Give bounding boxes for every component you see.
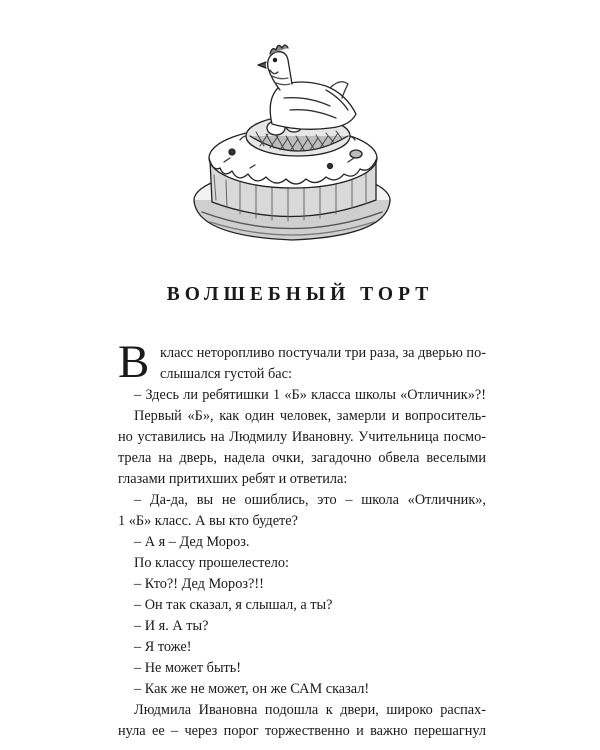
story-line: – Он так сказал, я слышал, а ты? <box>134 597 333 613</box>
story-line: класс неторопливо постучали три раза, за дверью по- <box>160 345 486 361</box>
story-line: Первый «Б», как один человек, замерли и вопроситель- <box>134 408 486 424</box>
story-line: – Здесь ли ребятишки 1 «Б» класса школы «Отличник»?! <box>134 387 486 403</box>
story-line: – Да-да, вы не ошиблись, это – школа «Отличник», <box>134 492 486 508</box>
story-line: трела на дверь, надела очки, загадочно обвела веселыми <box>118 450 486 466</box>
story-line: – Как же не может, он же САМ сказал! <box>134 681 370 697</box>
story-line: – А я – Дед Мороз. <box>134 534 250 550</box>
story-line: – Я тоже! <box>134 639 192 655</box>
story-line: слышался густой бас: <box>160 366 292 382</box>
story-line: Людмила Ивановна подошла к двери, широко распах- <box>134 702 486 718</box>
story-line: – Кто?! Дед Мороз?!! <box>134 576 264 592</box>
drop-cap: В <box>118 336 150 388</box>
chapter-title: ВОЛШЕБНЫЙ ТОРТ <box>166 284 434 305</box>
story-line: – Не может быть! <box>134 660 242 676</box>
story-line: 1 «Б» класс. А вы кто будете? <box>118 513 298 529</box>
story-line: но уставились на Людмилу Ивановну. Учительница посмо- <box>118 429 486 445</box>
story-line: нула ее – через порог торжественно и важно перешагнул <box>118 723 486 739</box>
story-line: – И я. А ты? <box>134 618 209 634</box>
cake-with-hen-icon <box>180 40 410 255</box>
story-line: По классу прошелестело: <box>134 555 290 571</box>
story-line: глазами притихших ребят и ответила: <box>118 471 348 487</box>
